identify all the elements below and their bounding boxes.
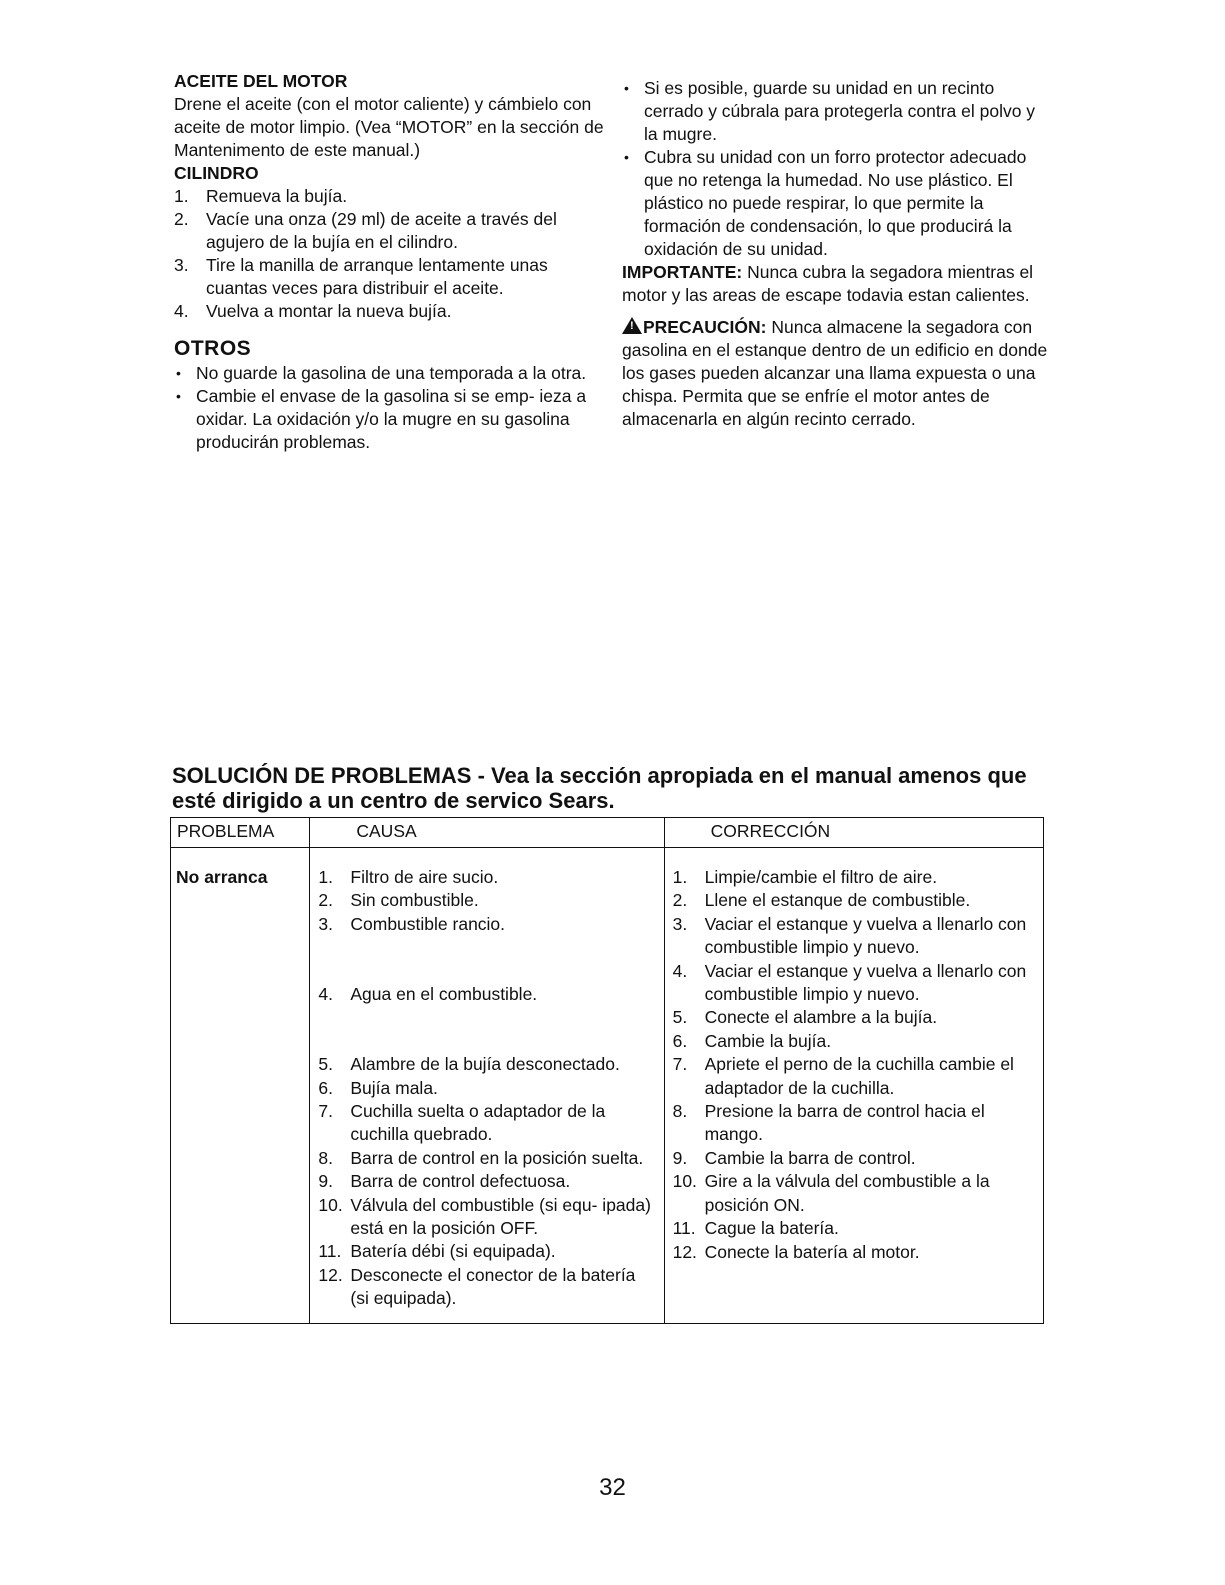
header-problema: PROBLEMA [171, 818, 310, 848]
cause-item: 2. Sin combustible. [318, 890, 479, 911]
aceite-text: Drene el aceite (con el motor caliente) y cámbielo con aceite de motor limpio. (Vea “MOTOR” en la sección de Mantenimento de este manual.) [174, 94, 604, 160]
fix-item: 1. Limpie/cambie el filtro de aire. [672, 867, 938, 887]
cilindro-step: 1. Remueva la bujía. [174, 186, 348, 206]
warning-icon: ! [622, 317, 642, 334]
cause-item: 6. Bujía mala. [318, 1077, 438, 1098]
otros-list [174, 362, 604, 454]
storage-item: • Si es posible, guarde su unidad en un recinto cerrado y cúbrala para protegerla contra el polvo y la mugre. [622, 77, 1052, 146]
cause-item: 4. Agua en el combustible. [318, 984, 538, 1005]
fix-item: 11. Cague la batería. [672, 1218, 839, 1239]
cause-item: 10. Válvula del combustible (si equ- ipada) está en la posición OFF. [318, 1194, 651, 1239]
problem-cell: No arranca [171, 848, 310, 1324]
fix-item: 8. Presione la barra de control hacia el mango. [672, 1101, 985, 1145]
table-row [171, 848, 1044, 1324]
aceite-heading: ACEITE DEL MOTOR [174, 71, 348, 91]
fix-list [673, 866, 1037, 1264]
precaucion-text: Nunca almacene la segadora con gasolina en el estanque dentro de un edificio en donde los gases pueden alcanzar una llama expuesta o una chispa. Permita que se enfríe el motor antes de almacenarla en algún recinto cerrado. [622, 317, 1048, 429]
importante-note [622, 261, 1052, 307]
cilindro-step: 3. Tire la manilla de arranque lentamente unas cuantas veces para distribuir el aceite. [174, 255, 548, 298]
troubleshooting-table [170, 817, 1044, 1324]
left-column [174, 70, 604, 454]
cilindro-step: 4. Vuelva a montar la nueva bujía. [174, 301, 452, 321]
cilindro-heading: CILINDRO [174, 163, 259, 183]
fix-item: 10. Gire a la válvula del combustible a la posición ON. [672, 1171, 990, 1215]
fix-item: 6. Cambie la bujía. [672, 1030, 832, 1051]
cause-item: 11. Batería débi (si equipada). [318, 1241, 556, 1262]
fix-item: 5. Conecte el alambre a la bujía. [672, 1007, 938, 1028]
storage-item: • Cubra su unidad con un forro protector adecuado que no retenga la humedad. No use plástico. El plástico no puede respirar, lo que permite la formación de condensación, lo que producirá la oxidación de su unidad. [622, 146, 1052, 261]
cause-cell [310, 848, 664, 1324]
cause-item: 5. Alambre de la bujía desconectado. [318, 1054, 620, 1075]
fix-item: 7. Apriete el perno de la cuchilla cambie el adaptador de la cuchilla. [672, 1054, 1014, 1098]
otros-item: • No guarde la gasolina de una temporada a la otra. [174, 362, 604, 385]
fix-item: 3. Vaciar el estanque y vuelva a llenarlo con combustible limpio y nuevo. [672, 913, 1027, 958]
precaucion-label: PRECAUCIÓN: [643, 317, 767, 337]
cause-item: 9. Barra de control defectuosa. [318, 1171, 571, 1192]
cause-item: 1. Filtro de aire sucio. [318, 867, 499, 887]
page-number: 32 [599, 1474, 626, 1501]
troubleshooting-title: SOLUCIÓN DE PROBLEMAS - Vea la sección apropiada en el manual amenos que esté dirigido a un centro de servico Sears. [172, 763, 1027, 813]
importante-text: Nunca cubra la segadora mientras el motor y las areas de escape todavia estan calientes. [622, 262, 1034, 305]
importante-label: IMPORTANTE: [622, 262, 743, 282]
cilindro-steps [174, 185, 604, 323]
cause-item: 12. Desconecte el conector de la batería (si equipada). [318, 1264, 636, 1309]
cause-item: 8. Barra de control en la posición suelta. [318, 1147, 644, 1168]
header-causa: CAUSA [310, 818, 664, 848]
cause-item: 7. Cuchilla suelta o adaptador de la cuchilla quebrado. [318, 1101, 606, 1145]
otros-item: • Cambie el envase de la gasolina si se emp- ieza a oxidar. La oxidación y/o la mugre en su gasolina producirán problemas. [174, 385, 604, 454]
cause-list [318, 866, 657, 1311]
fix-item: 9. Cambie la barra de control. [672, 1147, 916, 1168]
fix-cell [664, 848, 1043, 1324]
precaucion-note [622, 316, 1052, 431]
header-correccion: CORRECCIÓN [664, 818, 1043, 848]
fix-item: 2. Llene el estanque de combustible. [672, 890, 971, 911]
otros-heading: OTROS [174, 337, 252, 360]
right-column [622, 77, 1052, 431]
fix-item: 4. Vaciar el estanque y vuelva a llenarlo con combustible limpio y nuevo. [672, 960, 1027, 1005]
fix-item: 12. Conecte la batería al motor. [672, 1241, 920, 1262]
cause-item: 3. Combustible rancio. [318, 913, 506, 934]
storage-list [622, 77, 1052, 261]
table-header-row [171, 818, 1044, 848]
cilindro-step: 2. Vacíe una onza (29 ml) de aceite a través del agujero de la bujía en el cilindro. [174, 209, 557, 252]
